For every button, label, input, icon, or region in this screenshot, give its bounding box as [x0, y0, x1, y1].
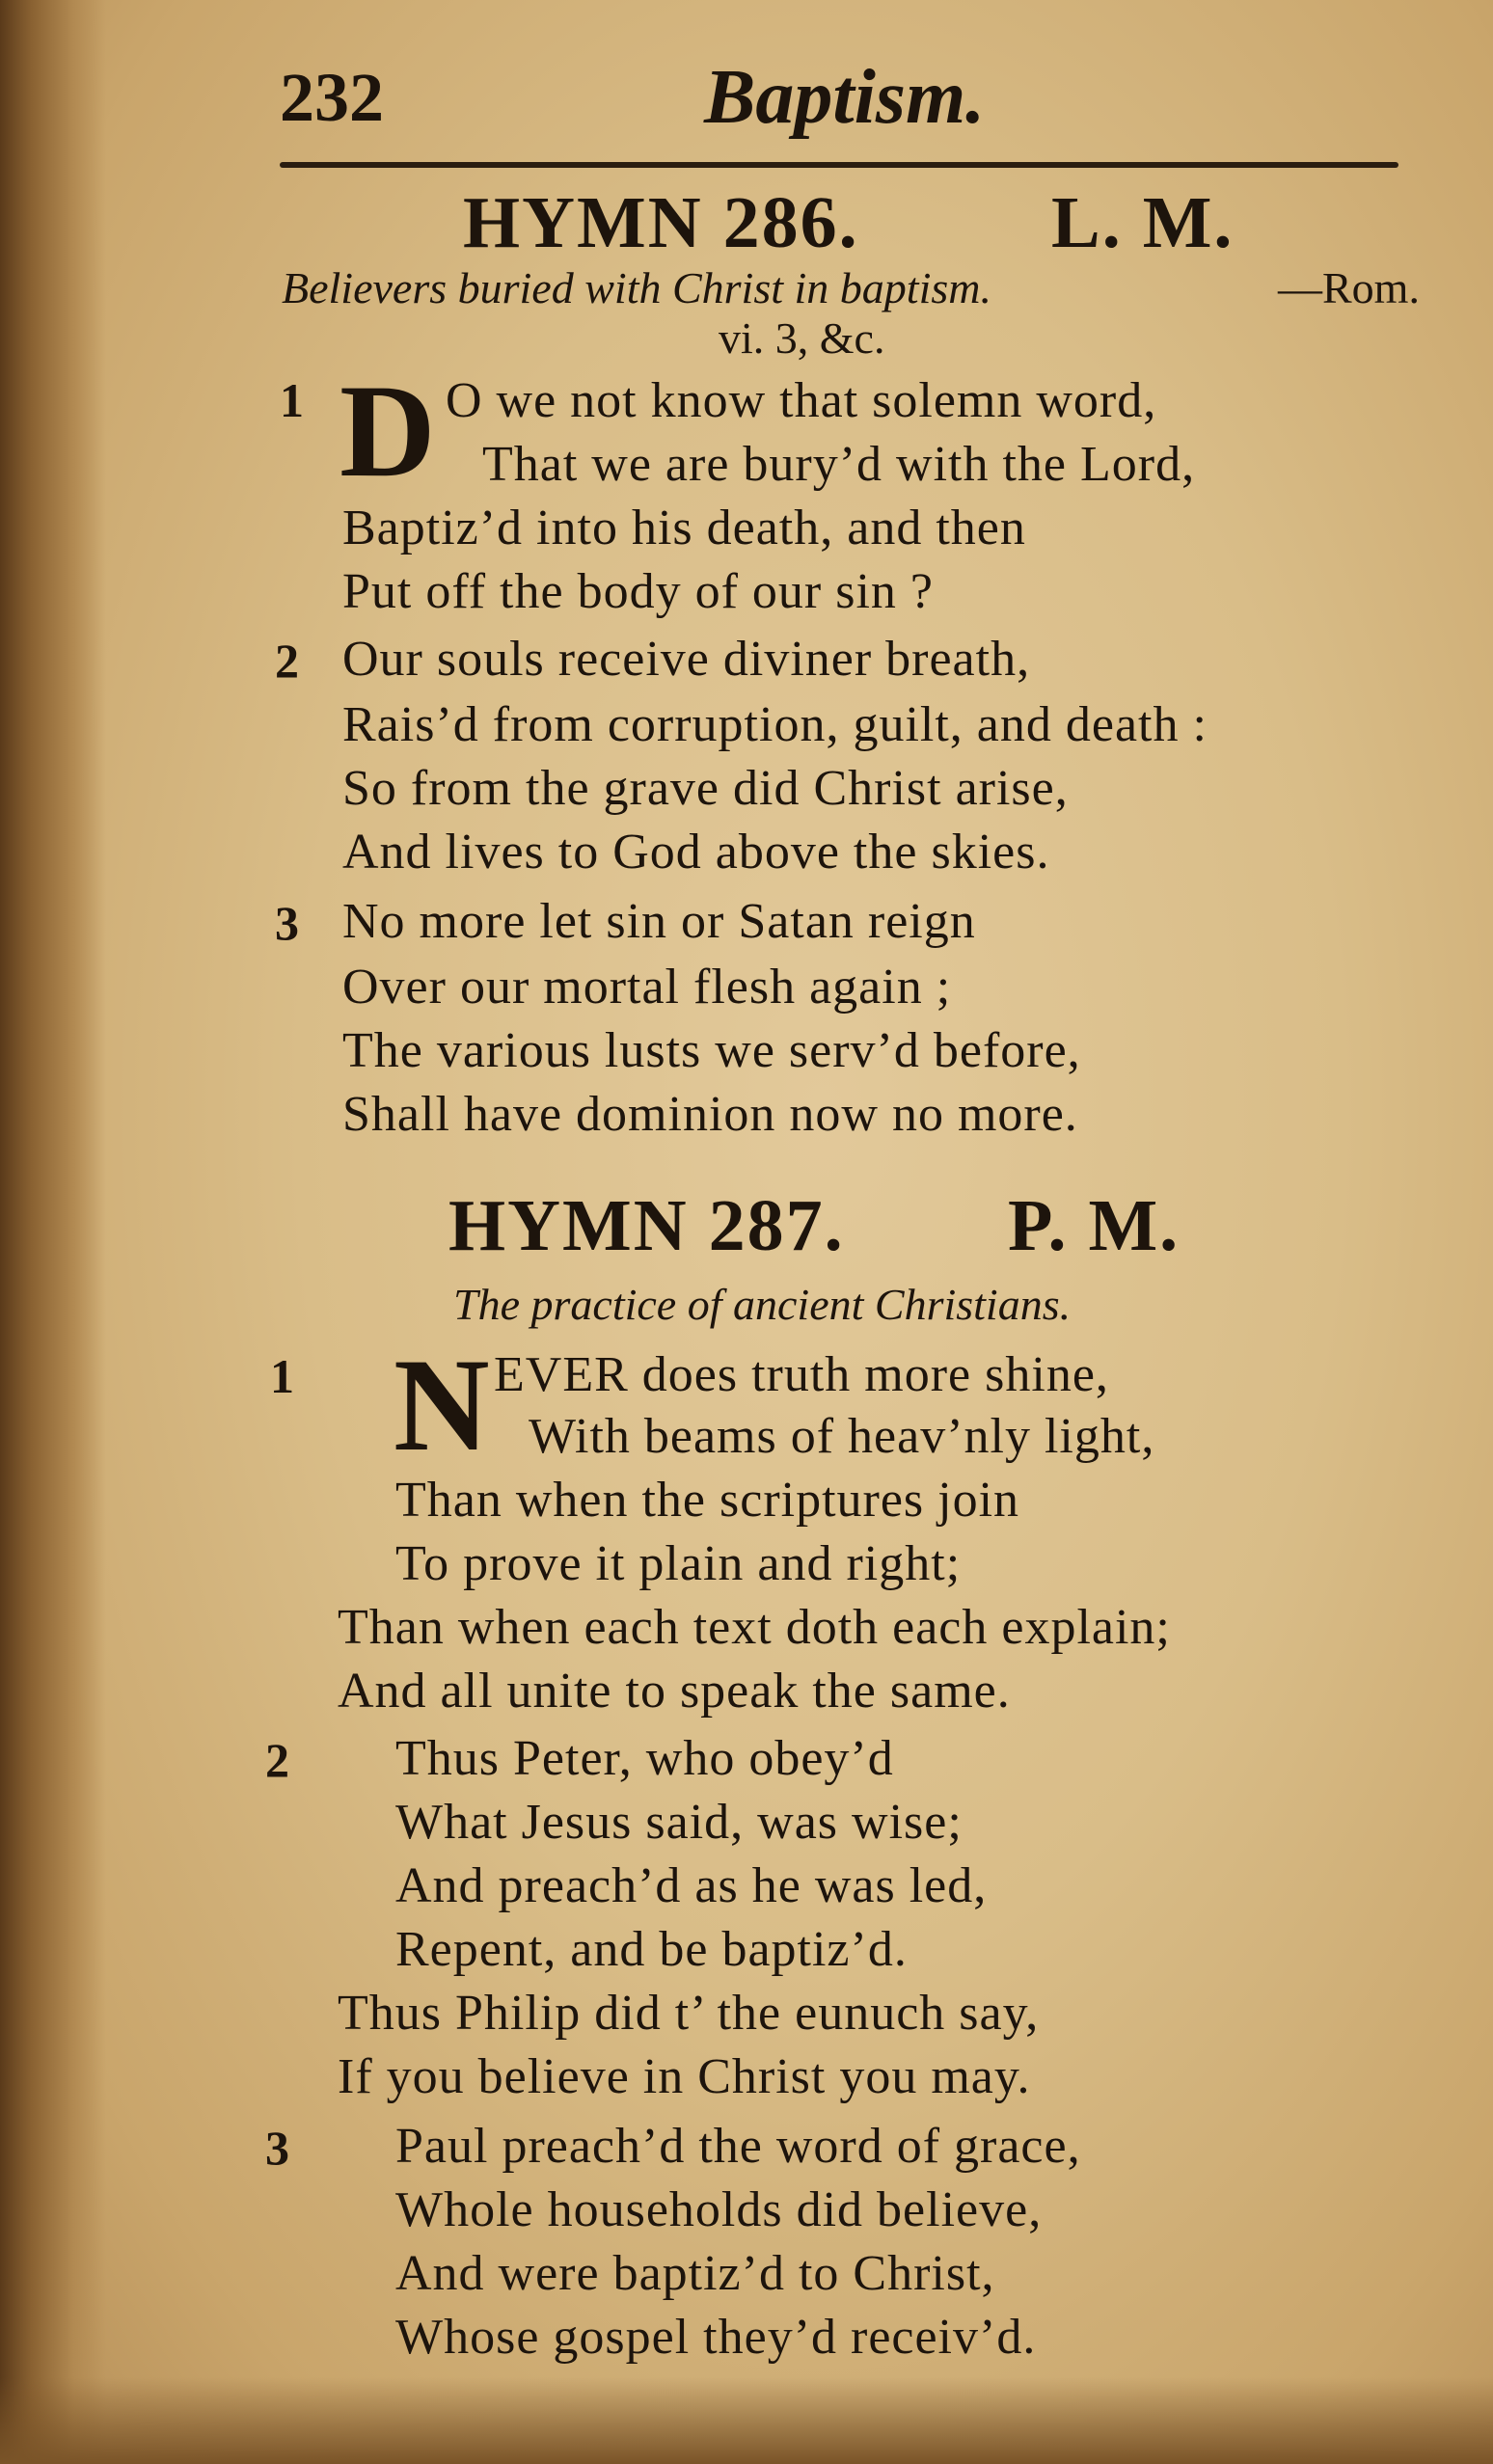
hymn-287-meter: P. M. — [1008, 1185, 1181, 1266]
verse-line: Whose gospel they’d receiv’d. — [395, 2310, 1037, 2365]
verse-line: Than when each text doth each explain; — [338, 1600, 1171, 1655]
verse-number: 3 — [265, 2121, 289, 2175]
header-rule — [280, 162, 1398, 168]
verse-line: Thus Peter, who obey’d — [395, 1731, 894, 1786]
hymn-287-title: HYMN 287. — [448, 1185, 845, 1266]
verse-number: 1 — [280, 373, 304, 427]
drop-cap: D — [339, 357, 436, 504]
running-head: Baptism. — [704, 55, 986, 140]
hymn-286-subtitle: Believers buried with Christ in baptism. — [282, 263, 991, 312]
verse-line: That we are bury’d with the Lord, — [482, 437, 1196, 492]
verse-line: Whole households did believe, — [395, 2182, 1043, 2237]
verse-line: Over our mortal flesh again ; — [342, 960, 952, 1015]
hymn-286-reference: vi. 3, &c. — [719, 313, 885, 363]
verse-line: Our souls receive diviner breath, — [342, 632, 1031, 687]
page-binding-shadow — [0, 0, 106, 2464]
verse-line: No more let sin or Satan reign — [342, 894, 976, 949]
verse-line: Thus Philip did t’ the eunuch say, — [338, 1986, 1040, 2041]
verse-line: O we not know that solemn word, — [446, 373, 1157, 428]
hymn-286-meter: L. M. — [1051, 182, 1235, 263]
verse-line: The various lusts we serv’d before, — [342, 1023, 1081, 1078]
verse-line: And preach’d as he was led, — [395, 1858, 988, 1913]
hymn-286-reference-tail: —Rom. — [1278, 263, 1420, 312]
verse-line: If you believe in Christ you may. — [338, 2049, 1031, 2104]
verse-line: So from the grave did Christ arise, — [342, 761, 1069, 816]
verse-line: And all unite to speak the same. — [338, 1664, 1011, 1719]
verse-number: 2 — [265, 1733, 289, 1787]
verse-line: Baptiz’d into his death, and then — [342, 501, 1026, 555]
verse-line: And lives to God above the skies. — [342, 825, 1050, 880]
verse-line: Paul preach’d the word of grace, — [395, 2119, 1081, 2174]
verse-line: Repent, and be baptiz’d. — [395, 1922, 908, 1977]
verse-line: With beams of heav’nly light, — [529, 1409, 1155, 1464]
verse-number: 1 — [270, 1349, 294, 1403]
verse-line: Rais’d from corruption, guilt, and death : — [342, 697, 1208, 752]
verse-line: Put off the body of our sin ? — [342, 564, 934, 619]
drop-cap: N — [394, 1331, 490, 1478]
verse-number: 2 — [275, 634, 299, 688]
verse-line: EVER does truth more shine, — [494, 1347, 1109, 1402]
verse-line: Shall have dominion now no more. — [342, 1087, 1078, 1142]
verse-number: 3 — [275, 896, 299, 950]
verse-line: Than when the scriptures join — [395, 1473, 1020, 1528]
hymn-286-title: HYMN 286. — [463, 182, 859, 263]
verse-line: And were baptiz’d to Christ, — [395, 2246, 995, 2301]
page-number: 232 — [280, 59, 384, 136]
page-edge-shadow — [0, 2377, 1493, 2464]
verse-line: What Jesus said, was wise; — [395, 1795, 963, 1850]
hymn-287-subtitle: The practice of ancient Christians. — [453, 1280, 1072, 1329]
verse-line: To prove it plain and right; — [395, 1536, 962, 1591]
